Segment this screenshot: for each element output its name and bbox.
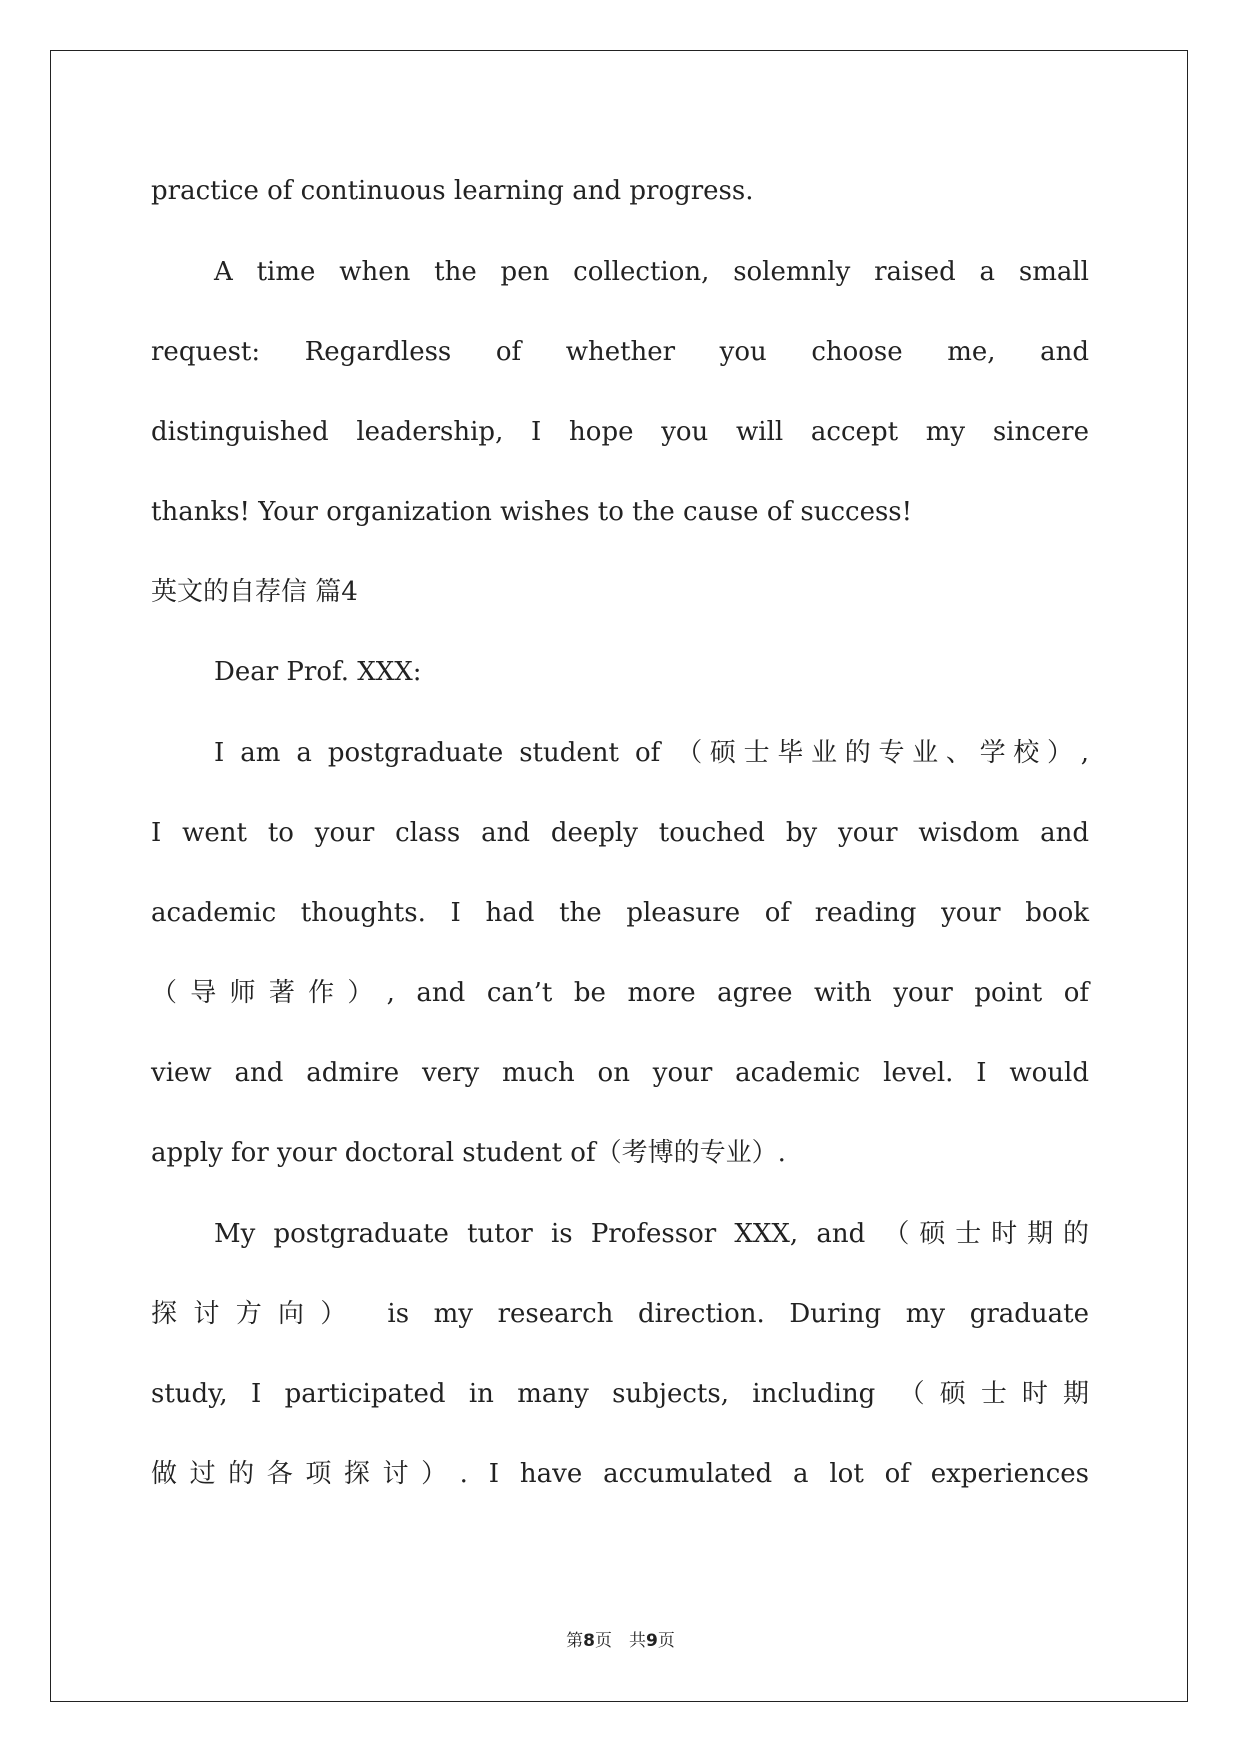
footer-mid: 页 共 xyxy=(595,1631,646,1651)
text-line: thanks! Your organization wishes to the cause of success! xyxy=(151,497,913,527)
text-line: practice of continuous learning and progress. xyxy=(151,176,754,206)
page-total: 9 xyxy=(646,1631,658,1651)
footer-prefix: 第 xyxy=(566,1631,584,1651)
text-line: I am a postgraduate student of （硕士毕业的专业、学校）, xyxy=(214,738,1089,768)
text-line: 探讨方向） is my research direction. During my graduate xyxy=(151,1299,1089,1329)
text-line: 做过的各项探讨）. I have accumulated a lot of experiences xyxy=(151,1459,1089,1489)
section-heading: 英文的自荐信 篇4 xyxy=(151,577,358,607)
page-number: 8 xyxy=(583,1631,595,1651)
text-line: My postgraduate tutor is Professor XXX, and （硕士时期的 xyxy=(214,1219,1089,1249)
text-line: apply for your doctoral student of（考博的专业）. xyxy=(151,1138,786,1168)
text-line: study, I participated in many subjects, including （硕士时期 xyxy=(151,1379,1089,1409)
text-line: I went to your class and deeply touched by your wisdom and xyxy=(151,818,1089,848)
text-line: academic thoughts. I had the pleasure of reading your book xyxy=(151,898,1089,928)
text-line: （导师著作）, and can’t be more agree with your point of xyxy=(151,978,1089,1008)
text-line: distinguished leadership, I hope you will accept my sincere xyxy=(151,417,1089,447)
text-line: view and admire very much on your academic level. I would xyxy=(151,1058,1089,1088)
text-line: A time when the pen collection, solemnly raised a small xyxy=(214,257,1089,287)
salutation: Dear Prof. XXX: xyxy=(214,657,422,687)
text-line: request: Regardless of whether you choose me, and xyxy=(151,337,1089,367)
page-footer xyxy=(0,1626,1241,1651)
footer-suffix: 页 xyxy=(657,1631,675,1651)
